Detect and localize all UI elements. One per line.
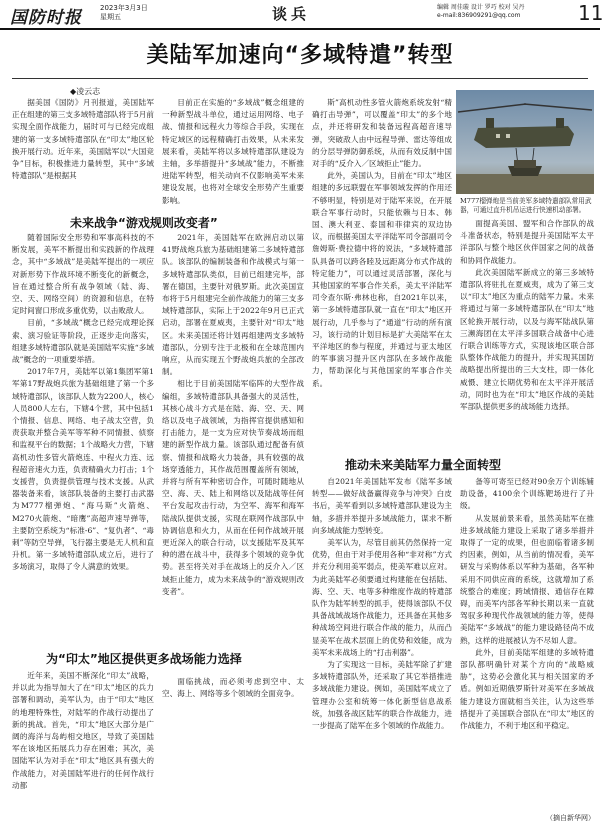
helicopter-photo bbox=[456, 90, 594, 194]
paragraph: 据美国《国防》月刊报道，美国陆军正在组建的第三支多域特遣部队将于5月前实现全面作战能力，届时可与已经完成组建的第一支多域特遣部队在“印太”地区轮换开展行动。近年来，美国陆军以“大国竞争”目标，积极推进力量转型，其中“多域特遣部队”是根据其 bbox=[12, 98, 154, 181]
body-column-1 bbox=[12, 97, 154, 207]
body-column-4b bbox=[460, 476, 594, 810]
paragraph: 从发展前景来看，虽然美陆军在推进多域战能力建设上采取了诸多举措并取得了一定的成果，但也面临着诸多制约因素，例如，从当前的情况看，美军研发与采购体系以军种为基础，各军种采用不同供应商的系统，这就增加了系统整合的难度；跨域情报、通信存在障碍，而美军内部各军种长期以来一直就驾驭多种现代作战领域的能力等，使得美陆军“多域战”的能力建设路径尚不成熟，这样的进展被认为不尽如人意。 bbox=[460, 513, 594, 645]
paragraph: 为了实现这一目标，美陆军除了扩建多域特遣部队外，还采取了其它举措推进多域战能力建设。例如，美国陆军成立了管理办公室和统筹一体化新型信息战系统，加强各战区陆军的联合作战能力，进一步提高了陆军在多个领域的作战能力。 bbox=[312, 660, 452, 731]
paragraph: 2017年7月，美陆军以第1集团军第1军第17野战炮兵旅为基础组建了第一个多域特遣部队，该部队人数为2200人，核心人员800人左右，下辖4个营，其中包括1个情报、信息、网络、电子战太空营，负责获取并整合美军等军种不同情报、侦察和监视平台的数据；1个战略火力营，下辖高机动性多管火箭炮连、中程火力连、远程超音速火力连，负责精确火力打击；1个支援营，负责提供管理与技术支援。从武器装备来看，该部队装备的主要打击武器为M777榴弹炮、“海马斯”火箭炮、M270火箭炮、“暗鹰”高超声速导弹等，主要防空系统为“标准-6”、“复仇者”、“毒刺”等防空导弹，飞行器主要是无人机和直升机。第一多域特遣部队成立后，进行了多场演习，取得了令人满意的效果。 bbox=[12, 367, 154, 572]
subheading-game-changer: 未来战争“游戏规则改变者” bbox=[70, 216, 218, 230]
body-column-1b bbox=[12, 232, 154, 572]
subheading-transformation: 推动未来美陆军力量全面转型 bbox=[345, 458, 502, 472]
paragraph: 美军认为，尽管目前其仍然保持一定优势，但由于对手使用各种“非对称”方式并充分利用美军弱点，使美军难以应对。为此美陆军必须要通过构建能在包括陆、海、空、天、电等多种维度作战的特遣部队作为陆军转型的抓手，使得该部队不仅具备战域战场作战能力，还具备在其他多种战场空间进行联合作战的能力，从而凸显美军在战术层面上的优势和效能，成为美军未来战场上的“打击利器”。 bbox=[312, 538, 452, 657]
newspaper-logo: 国防时报 bbox=[10, 8, 82, 28]
paragraph: 面提高美国、盟军和合作部队的战斗准备状态，特别是提升美国陆军太平洋部队与整个地区伙伴国家之间的战备和协同作战能力。 bbox=[460, 219, 594, 265]
body-column-4 bbox=[460, 218, 594, 446]
body-column-3b bbox=[312, 476, 452, 808]
paragraph: 目前正在实施的“多域战”概念组建的一种新型战斗单位，通过运用网络、电子战、情报和远程火力等综合手段，实现在特定域区的远程精确打击效果，从未来发展来看，美陆军将以多域特遣部队建设为主轴，多举措提升“多域战”能力，不断推进陆军转型，相关动向不仅影响美军未来建设发展，也将对全球安全形势产生重要影响。 bbox=[162, 98, 304, 205]
paragraph: 面临挑战，而必须考虑到空中、太空、海上、网络等多个领域的全面竞争。 bbox=[162, 677, 304, 699]
editor-email: e-mail:836909291@qq.com bbox=[437, 12, 521, 19]
issue-date: 2023年3月3日 bbox=[100, 4, 148, 12]
source-credit: （摘自新华网） bbox=[546, 814, 595, 822]
paragraph: 近年来，美国不断深化“印太”战略，并以此为指导加大了在“印太”地区的兵力部署和调动，美军认为，由于“印太”地区的地理特殊性，对陆军的作战行动提出了新的挑战。首先，“印太”地区大部分是广阔的海洋与岛屿相交地区，导致了美国陆军在该地区拓展兵力存在困难；其次，美国陆军认为对手在“印太”地区具有强大的作战能力，对美国陆军进行的任何作战行动都 bbox=[12, 671, 154, 790]
page-number: 11 bbox=[578, 1, 603, 25]
headline-divider bbox=[12, 78, 588, 79]
body-column-1c bbox=[12, 670, 154, 820]
body-column-2b bbox=[162, 232, 304, 672]
paragraph: 此外，美国认为，目前在“印太”地区组建的多远联盟在军事领域发挥的作用还不够明显，特别是对于陆军来说，在开展联合军事行动时，只能依赖与日本、韩国、澳大利亚、泰国和菲律宾的双边协议，而根据美国太平洋陆军司令部副司令詹姆斯·费拉德中将的说法，“多域特遣部队具备可以跨各睦及远距离分布式作战的特定能力”，可以通过灵活部署，深化与其他国家的军事合作关系，美太平洋陆军司令查尔斯·弗林也称，自2021年以来，第一多域特遣部队就一直在“印太”地区开展行动，几乎参与了“通道”行动的所有演习，该行动的计划目标是扩大美陆军在太平洋地区的参与程度，并通过与亚太地区的军事演习提升区内部队在多域作战能力，帮助深化与其他国家的军事合作关系。 bbox=[312, 171, 452, 388]
paragraph: 备等可寄至已经对90余万个训练辅助设备，4100余个训练靶场进行了升级。 bbox=[460, 477, 594, 511]
paragraph: 斯”高机动性多管火箭炮系统发射“精确打击导弹”，可以覆盖“印太”的多个地点，并还将研发和装备远程高超音速导弹，突破敌人由中远程导弹、雷达等组成的分层导弹防御系统，从而有效反制中国对手的“反介入／区域拒止”能力。 bbox=[312, 98, 452, 169]
issue-weekday: 星期五 bbox=[100, 13, 121, 21]
paragraph: 此次美国陆军新成立的第三多域特遣部队将驻扎在夏威夷，成为了第三支以“印太”地区为重点的陆军力量。未来将通过与第一多域特遣部队在“印太”地区轮换开展行动，以及与海军陆战队第三濒海团在太平洋多国联合战备中心进行联合训练等方式，实现该地区联合部队整体作战能力的提升，并实现其国防战略提出所提出的三大支柱，即一体化威慑、建立长期优势和在太平洋开展活动，同时也为在“印太”地区作战的美陆军部队提供更多的战场能力选择。 bbox=[460, 267, 594, 412]
byline: ◆凌云志 bbox=[70, 87, 101, 96]
article-headline: 美陆军加速向“多域特遣”转型 bbox=[146, 43, 454, 68]
section-name: 谈兵 bbox=[272, 5, 311, 23]
paragraph: 相比于目前美国陆军临阵的大型作战编组，多域特遣部队具备强大的灵活性，其核心战斗方式是在陆、海、空、天、网络以及电子战领域，为指挥官提供感知和打击能力，是一支为应对快节奏战场而组建的新型作战力量。该部队通过配备有侦察、情报和战略火力装备，具有较强的战场穿透能力，其作战范围覆盖所有领域，并将与所有军种密切合作，可随时随地从空、海、天、陆上和网络以及陆战等任何平台发起攻击行动，为空军、海军和海军陆战队提供支援，实现在联网作战部队中协调信息和火力，从而在任何作战域开展更近深入的联合行动，以支援陆军及其军种的潜在战斗中，获得多个领域的竞争优势。甚至将关对手在战场上的反介入／区域拒止能力，成为未来战争的“游戏规则改变者”。 bbox=[162, 379, 304, 596]
subheading-indo-pacific: 为“印太”地区提供更多战场能力选择 bbox=[46, 652, 242, 666]
issue-date-block bbox=[100, 4, 148, 22]
paragraph: 此外，目前美陆军组建的多域特遣部队都明确针对某个方向的“战略威胁”，这势必会激化其与相关国家的矛盾。例如近期俄罗斯针对美军在多域战能力建设方面就相当关注，认为这些举措提升了美国联合部队在“印太”地区的作战能力，不利于地区和平稳定。 bbox=[460, 647, 594, 731]
body-column-2 bbox=[162, 97, 304, 207]
paragraph: 目前，“多域战”概念已经完成理论探索、演习验证等阶段，正逐步走向落实，组建多域特遣部队就是美国陆军实施“多域战”概念的一项重要举措。 bbox=[12, 318, 154, 365]
editor-names: 编辑 周佳璇 设计 罗巧 校对 吴丹 bbox=[437, 4, 525, 11]
photo-caption: M777榴弹炮是当前美军多域特遣部队常用武器，可通过直升机吊运进行快速机动部署。 bbox=[460, 197, 592, 214]
body-column-3 bbox=[312, 97, 452, 446]
paragraph: 随着国际安全形势和军事高科技的不断发展，美军不断提出和实践新的作战理念，其中“多域战”是美陆军提出的一项应对新形势下作战环境不断变化的新概念，旨在通过整合所有战争领域（陆、海、空、天、网络空间）的资源和信息，在特定时间窗口形成多重优势，以击败敌人。 bbox=[12, 233, 154, 316]
editor-credits bbox=[437, 4, 577, 20]
body-column-2c bbox=[162, 676, 304, 822]
masthead bbox=[0, 0, 603, 30]
paragraph: 自2021年美国陆军发布《陆军多域转型——做好战备赢得竞争与冲突》白皮书后，美军看到以多域特遣部队建设为主轴，多措并举提升多域战能力，谋求不断向多域战能力型转变。 bbox=[312, 477, 452, 535]
paragraph: 2021年，美国陆军在欧洲启动以第41野战炮兵旅为基础组建第二多域特遣部队。该部队的编制装备和作战模式与第一多域特遣部队类似，目前已组建完毕，部署在德国，主要针对俄罗斯。此次美国宣布将于5月组建完全前作战能力的第三支多域特遣部队，实际上于2022年9月已正式启动，部署在夏威夷，主要针对“印太”地区。未来美国还将计划再组建两支多域特遣部队，分别专注于北极和在全球范围内响应，从而实现五个野战炮兵旅的全部改制。 bbox=[162, 233, 304, 377]
